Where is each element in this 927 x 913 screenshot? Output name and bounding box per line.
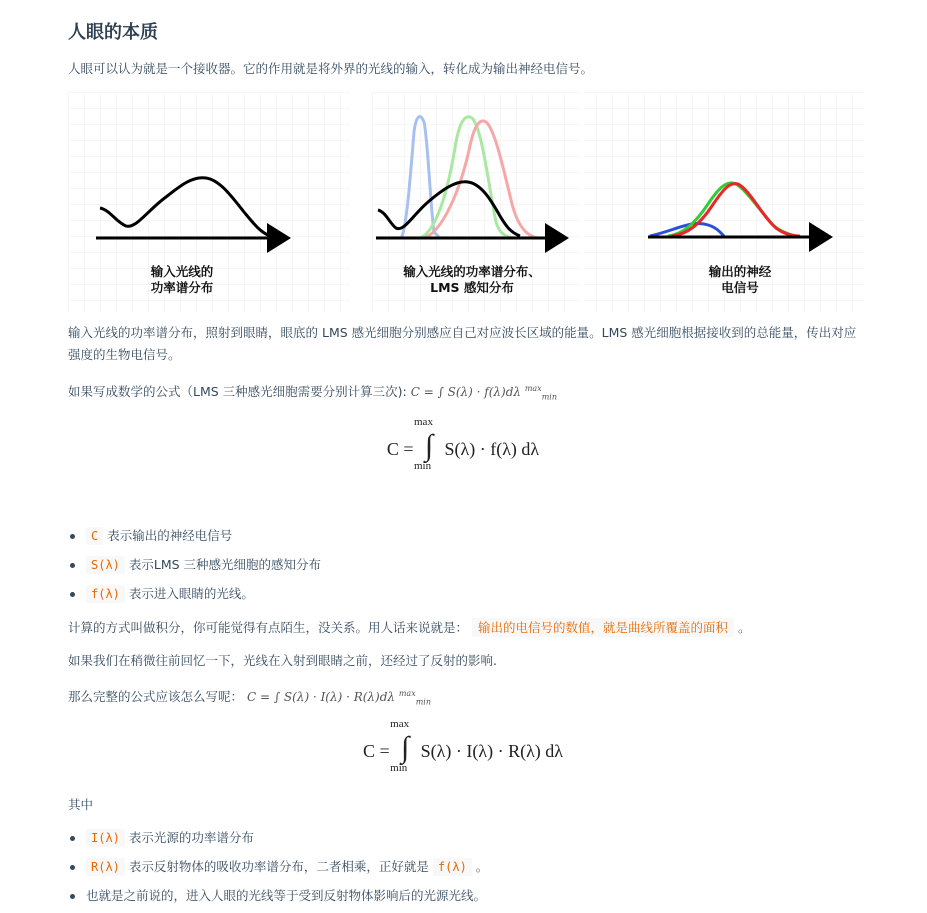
list-item [86,885,486,907]
formula-1-inline-body: C = ∫ S(λ) · f(λ)dλ [410,385,521,399]
formula-2-display [68,720,858,776]
caption-2-line-1: 输入光线的功率谱分布、 [403,264,541,279]
bullet [70,563,75,568]
eye-signal-figure [68,92,864,312]
list-item-text: 表示输出的神经电信号 [107,528,233,543]
paragraph-reflection: 如果我们在稍微往前回忆一下，光线在入射到眼睛之前，还经过了反射的影响. [68,653,497,668]
formula-1-display [68,418,858,474]
caption-3-line-1: 输出的神经 [708,264,772,279]
formula-2-lhs: C = [362,741,390,761]
list-item [86,554,321,576]
integral-explanation-text: 计算的方式叫做积分，你可能觉得有点陌生，没关系。用人话来说就是： [68,620,469,635]
formula-1-inline-lower: min [541,392,557,402]
formula-1-upper: max [414,416,433,428]
formula-2-inline-lower: min [415,697,432,707]
formula-2-upper: max [390,718,410,730]
formula-1-inline-upper: max [524,384,542,393]
caption-1-line-1: 输入光线的 [150,264,214,279]
list-item-suffix: 。 [475,859,489,874]
formula-2-inline-body: C = ∫ S(λ) · I(λ) · R(λ)dλ [247,690,396,704]
code-s-lambda: S(λ) [86,556,125,574]
formula-2-body: S(λ) · I(λ) · R(λ) dλ [420,741,564,761]
list-item [86,827,254,849]
formula-1-lhs: C = [386,439,414,459]
eye-signal-diagram [68,92,864,312]
formula-2-inline-upper: max [398,689,416,698]
code-i-lambda: I(λ) [86,829,125,847]
list-item-text: 也就是之前说的，进入人眼的光线等于受到反射物体影响后的光源光线。 [86,888,487,903]
paragraph-full-formula-intro [68,683,431,713]
formula-2-inline [247,689,432,707]
code-c: C [86,527,103,545]
panel-1-grid [68,92,350,312]
paragraph-where: 其中 [68,797,94,812]
list-item-text: 表示进入眼睛的光线。 [128,586,254,601]
section-title: 人眼的本质 [68,22,158,43]
code-r-lambda: R(λ) [86,858,125,876]
highlight-area-meaning: 输出的电信号的数值，就是曲线所覆盖的面积 [472,618,734,637]
formula-intro-text: 如果写成数学的公式（LMS 三种感光细胞需要分别计算三次): [68,384,407,399]
caption-1-line-2: 功率谱分布 [150,280,214,295]
integral-sign-1: ∫ [424,429,434,462]
list-item [86,525,232,547]
formula-1-body: S(λ) · f(λ) dλ [444,439,540,459]
bullet [70,836,75,841]
bullet [70,534,75,539]
paragraph-integral-explanation [68,617,751,639]
full-formula-intro-text: 那么完整的公式应该怎么写呢： [68,689,244,704]
paragraph-lms-explanation: 输入光线的功率谱分布，照射到眼睛，眼底的 LMS 感光细胞分别感应自己对应波长区域的能量。LMS 感光细胞根据接收到的总能量，传出对应强度的生物电信号。 [68,325,857,362]
caption-3-line-2: 电信号 [721,280,759,295]
intro-paragraph: 人眼可以认为就是一个接收器。它的作用就是将外界的光线的输入，转化成为输出神经电信号。 [68,61,594,76]
paragraph-formula-intro [68,378,557,408]
code-f-lambda: f(λ) [86,585,125,603]
list-item-text: 表示光源的功率谱分布 [128,830,254,845]
list-item [86,583,254,605]
formula-1-inline [410,384,557,402]
list-item-text: 表示反射物体的吸收功率谱分布，二者相乘，正好就是 [128,859,429,874]
list-item-text: 表示LMS 三种感光细胞的感知分布 [128,557,322,572]
caption-2-line-2: LMS 感知分布 [430,280,514,295]
bullet [70,592,75,597]
bullet [70,865,75,870]
integral-sign-2: ∫ [401,731,410,764]
panel-3-grid [584,92,864,312]
integral-explanation-suffix: 。 [738,620,751,635]
code-f-lambda-2: f(λ) [433,858,472,876]
list-item [86,856,488,878]
bullet [70,894,75,899]
formula-1-lower: min [414,460,432,472]
formula-2-lower: min [390,762,408,774]
